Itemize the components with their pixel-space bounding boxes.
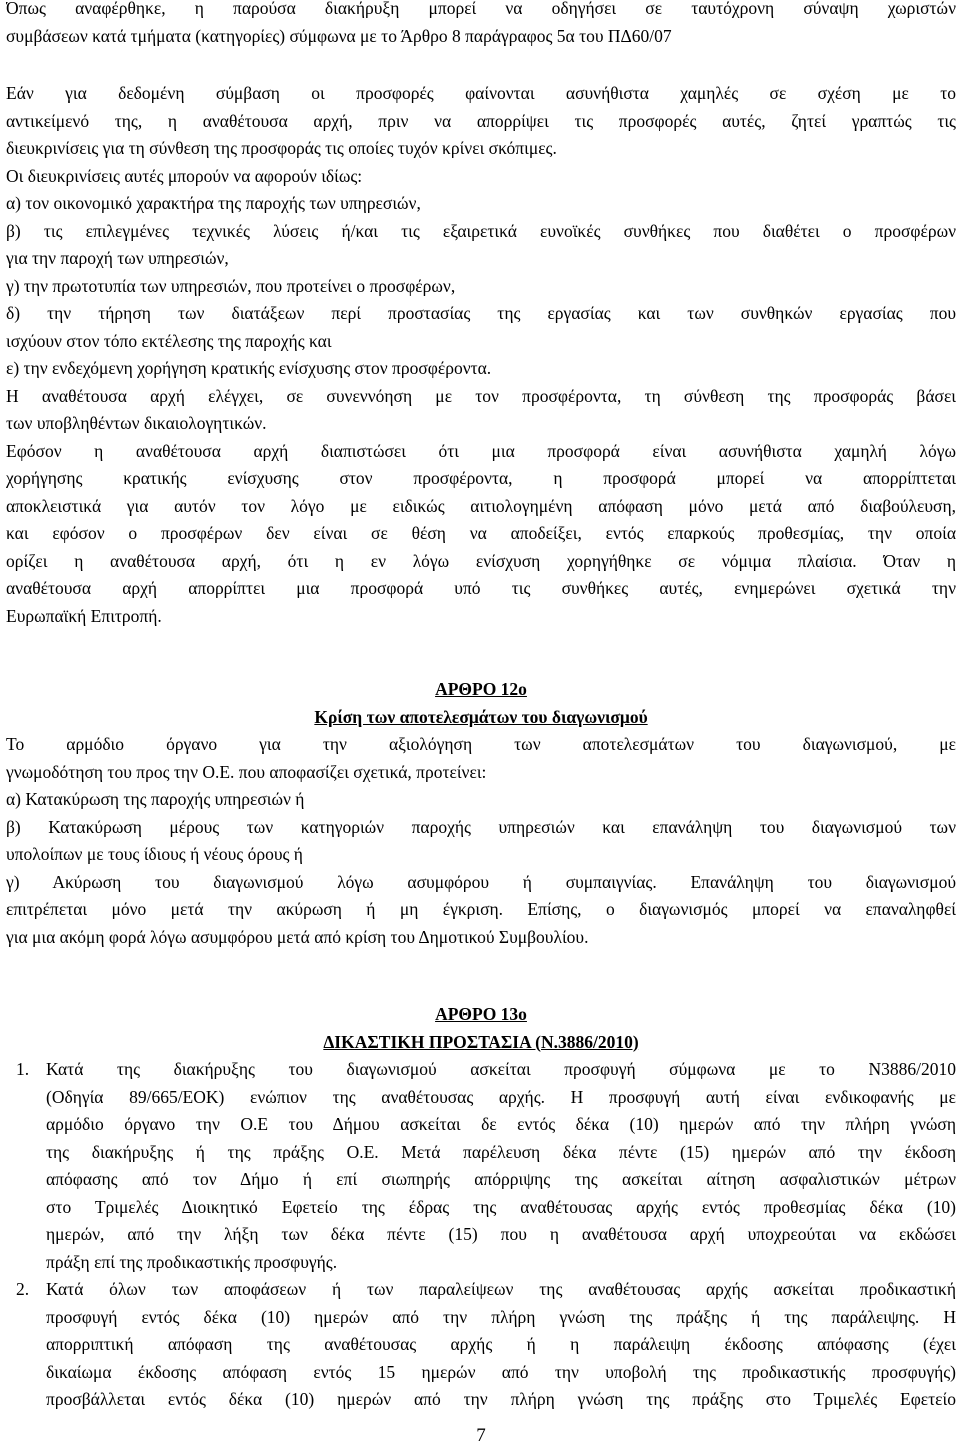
text-line: συμβάσεων κατά τμήματα (κατηγορίες) σύμφωνα με το Άρθρο 8 παράγραφος 5α του ΠΔ60/07 [6, 25, 672, 46]
text-line: ημερών, από την λήξη των δέκα πέντε (15) που η αναθέτουσα αρχή υποχρεούται να εκδώσει [46, 1224, 956, 1244]
text-line: της διακήρυξης ή της πράξης Ο.Ε. Μετά παρέλευση δέκα πέντε (15) ημερών από την έκδοση [46, 1141, 956, 1162]
article-13 [6, 1001, 956, 1414]
article-12 [6, 676, 956, 951]
numbered-item [6, 1276, 956, 1414]
text-line: ορίζει η αναθέτουσα αρχή, ότι η εν λόγω ενίσχυση χορηγήθηκε σε νόμιμα πλαίσια. Όταν η [6, 550, 956, 571]
list-item: γ) την πρωτοτυπία των υπηρεσιών, που προτείνει ο προσφέρων, [6, 275, 456, 296]
list-item: γ) Ακύρωση του διαγωνισμού λόγω ασυμφόρου ή συμπαιγνίας. Επανάληψη του διαγωνισμού [6, 871, 956, 892]
list-item: δ) την τήρηση των διατάξεων περί προστασίας της εργασίας και των συνθηκών εργασίας που [6, 303, 956, 323]
list-item: για την παροχή των υπηρεσιών, [6, 248, 229, 268]
text-line: χορήγησης κρατικής ενίσχυσης στον προσφέροντα, η προσφορά μπορεί να απορρίπτεται [6, 468, 956, 488]
text-line: απορριπτική απόφαση της αναθέτουσας αρχής ή η παράλειψη έκδοσης απόφασης (έχει [46, 1334, 956, 1354]
text-line: επιτρέπεται μόνο μετά την ακύρωση ή μη έγκριση. Επίσης, ο διαγωνισμός μπορεί να επαναληφθεί [6, 899, 956, 919]
text-line: γνωμοδότηση του προς την Ο.Ε. που αποφασίζει σχετικά, προτείνει: [6, 761, 487, 782]
numbered-item [6, 1056, 956, 1276]
text-line: προσφυγή εντός δέκα (10) ημερών από την πλήρη γνώση της πράξης ή της παράλειψης. Η [46, 1306, 956, 1327]
text-line: Κατά όλων των αποφάσεων ή των παραλείψεων της αναθέτουσας αρχής ασκείται προδικαστική [46, 1279, 956, 1299]
item-number: 1. [16, 1059, 30, 1079]
text-line: αναθέτουσα αρχή απορρίπτει μια προσφορά υπό τις συνθήκες αυτές, ενημερώνει σχετικά την [6, 578, 956, 598]
list-intro: Οι διευκρινίσεις αυτές μπορούν να αφορούν ιδίως: [6, 165, 363, 186]
list-item: β) τις επιλεγμένες τεχνικές λύσεις ή/και τις εξαιρετικά ευνοϊκές συνθήκες που διαθέτει ο προσφέρων [6, 220, 956, 241]
text-line: στο Τριμελές Διοικητικό Εφετείο της έδρας της αναθέτουσας αρχής εντός προθεσμίας δέκα (10) [46, 1196, 956, 1217]
text-line: Εάν για δεδομένη σύμβαση οι προσφορές φαίνονται ασυνήθιστα χαμηλές σε σχέση με το [6, 83, 956, 103]
text-line: απόφασης από τον Δήμο ή επί σιωπηρής απόρριψης της ασκείται αίτηση ασφαλιστικών μέτρων [46, 1169, 956, 1189]
text-line: Το αρμόδιο όργανο για την αξιολόγηση των αποτελεσμάτων του διαγωνισμού, με [6, 734, 956, 754]
text-line: Η αναθέτουσα αρχή ελέγχει, σε συνεννόηση με τον προσφέροντα, τη σύνθεση της προσφοράς βάσει [6, 385, 956, 406]
text-line: αποκλειστικά για αυτόν τον λόγο με ειδικώς αιτιολογημένη απόφαση μόνο μετά από διαβούλευση, [6, 495, 956, 516]
list-item: α) Κατακύρωση της παροχής υπηρεσιών ή [6, 789, 305, 809]
text-line: Όπως αναφέρθηκε, η παρούσα διακήρυξη μπορεί να οδηγήσει σε ταυτόχρονη σύναψη χωριστών [6, 0, 956, 18]
text-line: προσβάλλεται εντός δέκα (10) ημερών από την πλήρη γνώση της πράξης στο Τριμελές Εφετείο [46, 1389, 956, 1409]
text-line: Κατά της διακήρυξης του διαγωνισμού ασκείται προσφυγή σύμφωνα με το Ν3886/2010 [46, 1059, 956, 1079]
text-line: για μια ακόμη φορά λόγω ασυμφόρου μετά από κρίση του Δημοτικού Συμβουλίου. [6, 926, 589, 947]
article-13-title: ΔΙΚΑΣΤΙΚΗ ΠΡΟΣΤΑΣΙΑ (Ν.3886/2010) [323, 1031, 639, 1052]
text-line: αρμόδιο όργανο την Ο.Ε του Δήμου ασκείται δε εντός δέκα (10) ημερών από την πλήρη γνώση [46, 1114, 956, 1134]
text-line: και εφόσον ο προσφέρων δεν είναι σε θέση να αποδείξει, εντός επαρκούς προθεσμίας, την οποία [6, 523, 956, 543]
spacer [6, 951, 956, 1001]
text-line: Ευρωπαϊκή Επιτροπή. [6, 605, 162, 626]
list-item: ε) την ενδεχόμενη χορήγηση κρατικής ενίσχυσης στον προσφέροντα. [6, 358, 492, 378]
item-number: 2. [16, 1279, 30, 1299]
spacer [6, 630, 956, 676]
text-line: πράξη επί της προδικαστικής προσφυγής. [46, 1251, 338, 1272]
intro-paragraph [6, 0, 956, 50]
text-line: αντικείμενό της, η αναθέτουσα αρχή, πριν να απορρίψει τις προσφορές αυτές, ζητεί γραπτώς τις [6, 110, 956, 131]
text-line: δικαίωμα έκδοσης απόφαση εντός 15 ημερών από την υποβολή της προδικαστικής προσφυγής) [46, 1361, 956, 1382]
text-line: Εφόσον η αναθέτουσα αρχή διαπιστώσει ότι μια προσφορά είναι ασυνήθιστα χαμηλή λόγω [6, 440, 956, 461]
article-13-number: ΑΡΘΡΟ 13ο [435, 1004, 527, 1024]
article-12-title: Κρίση των αποτελεσμάτων του διαγωνισμού [314, 706, 648, 727]
text-line: (Οδηγία 89/665/ΕΟΚ) ενώπιον της αναθέτουσας αρχής. Η προσφυγή αυτή είναι ενδικοφανής με [46, 1086, 956, 1107]
page-number: 7 [476, 1425, 486, 1446]
abnormal-offers-paragraph [6, 80, 956, 630]
list-item: ισχύουν στον τόπο εκτέλεσης της παροχής και [6, 330, 332, 351]
article-12-number: ΑΡΘΡΟ 12ο [435, 679, 527, 699]
list-item: β) Κατακύρωση μέρους των κατηγοριών παροχής υπηρεσιών και επανάληψη του διαγωνισμού των [6, 816, 956, 837]
document-page [6, 0, 956, 1444]
text-line: διευκρινίσεις για τη σύνθεση της προσφοράς τις οποίες τυχόν κρίνει σκόπιμες. [6, 138, 557, 158]
list-item: υπολοίπων με τους ίδιους ή νέους όρους ή [6, 844, 303, 864]
list-item: α) τον οικονομικό χαρακτήρα της παροχής των υπηρεσιών, [6, 193, 421, 213]
spacer [6, 50, 956, 80]
text-line: των υποβληθέντων δικαιολογητικών. [6, 413, 267, 433]
